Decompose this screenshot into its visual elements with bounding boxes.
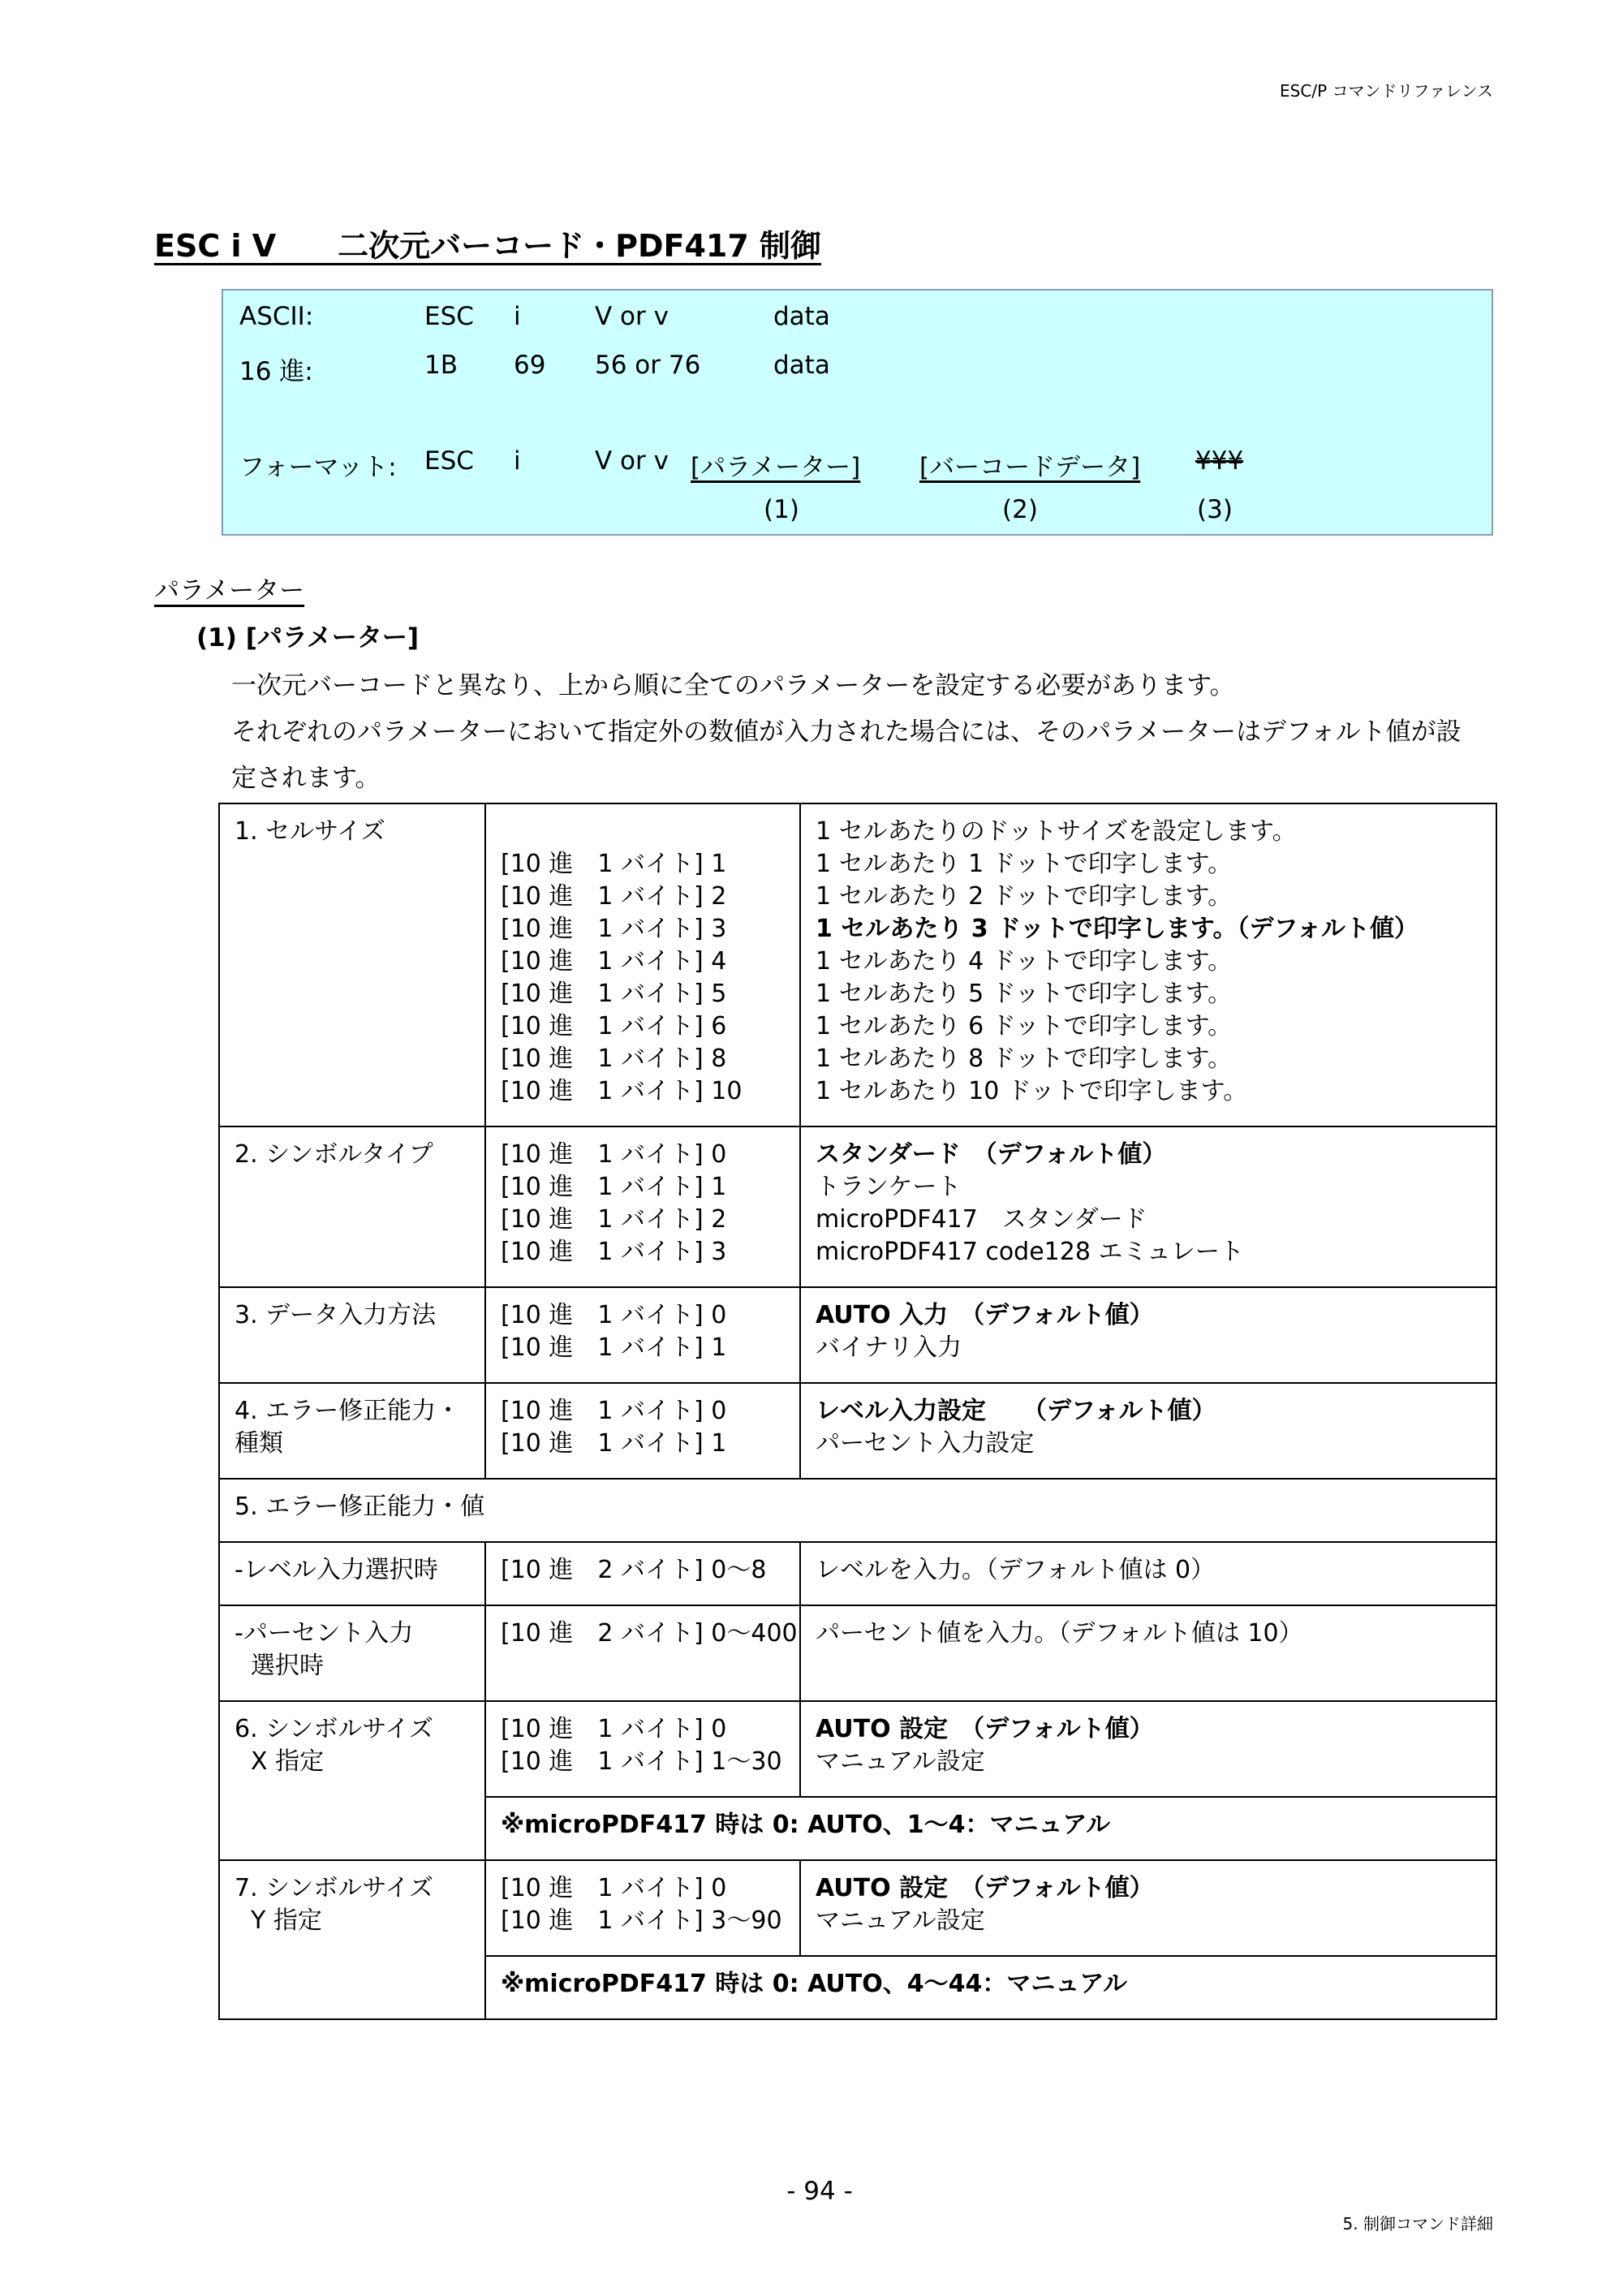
param-desc-default: スタンダード （デフォルト値） (816, 1140, 1167, 1169)
param-desc (800, 1383, 1496, 1479)
ascii-v: V or v (595, 302, 669, 331)
param-desc (800, 1126, 1496, 1287)
table-row (219, 1860, 1496, 1956)
param-value: [10 進 1 バイト] 3 (501, 1238, 727, 1266)
param-value: [10 進 1 バイト] 2 (501, 882, 727, 911)
param-note-text: ※microPDF417 時は 0: AUTO、1〜4：マニュアル (501, 1811, 1111, 1839)
command-format-box (222, 289, 1493, 536)
param-name (219, 1383, 485, 1479)
format-v: V or v (595, 446, 669, 476)
subsection-title: (1) [パラメーター] (196, 623, 420, 653)
param-desc-text: microPDF417 スタンダード (816, 1205, 1147, 1234)
param-desc-text: マニュアル設定 (816, 1747, 985, 1776)
param-desc-text: 1 セルあたり 2 ドットで印字します。 (816, 882, 1233, 911)
param-value: [10 進 1 バイト] 1 (501, 1429, 727, 1458)
param-name-text: -レベル入力選択時 (235, 1556, 438, 1584)
param-desc-text: 1 セルあたり 1 ドットで印字します。 (816, 850, 1233, 878)
format-i: i (514, 446, 521, 476)
param-desc-text: レベルを入力。（デフォルト値は 0） (816, 1556, 1216, 1584)
param-value: [10 進 1 バイト] 2 (501, 1205, 727, 1234)
param-name (219, 1542, 485, 1605)
format-num-3: (3) (1197, 495, 1233, 524)
param-value: [10 進 2 バイト] 0〜400 (501, 1619, 798, 1648)
page-title: ESC i V 二次元バーコード・PDF417 制御 (154, 228, 822, 264)
ascii-i: i (514, 302, 521, 331)
format-num-2: (2) (1002, 495, 1038, 524)
parameter-table (218, 803, 1497, 2020)
param-values (485, 1126, 800, 1287)
table-row (219, 1479, 1496, 1542)
param-value: [10 進 1 バイト] 0 (501, 1397, 727, 1425)
param-name-text: X 指定 (251, 1747, 325, 1776)
paragraph: 定されます。 (231, 764, 381, 793)
param-desc-text: 1 セルあたり 8 ドットで印字します。 (816, 1045, 1233, 1073)
param-desc (800, 1860, 1496, 1956)
param-value: [10 進 1 バイト] 1 (501, 850, 727, 878)
param-desc-text: パーセント値を入力。（デフォルト値は 10） (816, 1619, 1303, 1648)
param-name (219, 803, 485, 1126)
param-values (485, 1383, 800, 1479)
ascii-esc: ESC (424, 302, 474, 331)
param-desc (800, 1542, 1496, 1605)
param-name (219, 1701, 485, 1860)
param-name-text: 6. シンボルサイズ (235, 1715, 434, 1743)
hex-1b: 1B (424, 351, 458, 380)
param-desc-text: 1 セルあたり 4 ドットで印字します。 (816, 947, 1233, 976)
param-name-text: 2. シンボルタイプ (235, 1140, 433, 1169)
param-desc-text: バイナリ入力 (816, 1333, 962, 1362)
param-desc-text: microPDF417 code128 エミュレート (816, 1238, 1244, 1266)
param-value: [10 進 1 バイト] 0 (501, 1140, 727, 1169)
param-value: [10 進 1 バイト] 1〜30 (501, 1747, 782, 1776)
ascii-data: data (773, 302, 830, 331)
param-name-text: 5. エラー修正能力・値 (235, 1493, 485, 1521)
param-desc-text: パーセント入力設定 (816, 1429, 1035, 1458)
param-desc-default: レベル入力設定 （デフォルト値） (816, 1397, 1216, 1425)
table-row (219, 1701, 1496, 1797)
param-name-text: 種類 (235, 1429, 283, 1458)
param-desc-text: 1 セルあたり 6 ドットで印字します。 (816, 1012, 1233, 1040)
param-note-text: ※microPDF417 時は 0: AUTO、4〜44：マニュアル (501, 1970, 1128, 1998)
param-value: [10 進 1 バイト] 8 (501, 1045, 727, 1073)
param-value: [10 進 1 バイト] 6 (501, 1012, 727, 1040)
format-num-1: (1) (764, 495, 799, 524)
format-terminator: ¥¥¥ (1195, 446, 1244, 476)
hex-69: 69 (514, 351, 546, 380)
param-value: [10 進 1 バイト] 0 (501, 1874, 727, 1902)
param-desc-text: トランケート (816, 1173, 962, 1201)
param-desc-default: AUTO 設定 （デフォルト値） (816, 1715, 1154, 1743)
paragraph: それぞれのパラメーターにおいて指定外の数値が入力された場合には、そのパラメーターはデフォルト値が設 (231, 717, 1462, 747)
format-parameter: [パラメーター] (691, 453, 861, 482)
param-desc-default: AUTO 入力 （デフォルト値） (816, 1301, 1154, 1329)
format-label: フォーマット: (239, 453, 397, 482)
param-value: [10 進 1 バイト] 5 (501, 980, 727, 1008)
param-name-text: 3. データ入力方法 (235, 1301, 437, 1329)
param-desc-text: 1 セルあたり 10 ドットで印字します。 (816, 1077, 1248, 1105)
param-desc-text: 1 セルあたり 5 ドットで印字します。 (816, 980, 1233, 1008)
param-name-text: Y 指定 (251, 1906, 322, 1935)
param-value: [10 進 1 バイト] 0 (501, 1301, 727, 1329)
param-name-text: 1. セルサイズ (235, 817, 385, 846)
param-desc-default: AUTO 設定 （デフォルト値） (816, 1874, 1154, 1902)
param-name (219, 1605, 485, 1701)
param-name-text: 選択時 (251, 1652, 324, 1680)
param-note (485, 1797, 1496, 1860)
param-name (219, 1479, 1496, 1542)
param-desc-text: マニュアル設定 (816, 1906, 985, 1935)
paragraph: 一次元バーコードと異なり、上から順に全てのパラメーターを設定する必要があります。 (231, 671, 1235, 700)
param-values (485, 1701, 800, 1797)
param-desc (800, 1701, 1496, 1797)
hex-data: data (773, 351, 830, 380)
param-desc-text: 1 セルあたりのドットサイズを設定します。 (816, 817, 1297, 846)
param-values (485, 1605, 800, 1701)
param-value: [10 進 1 バイト] 4 (501, 947, 727, 976)
format-esc: ESC (424, 446, 474, 476)
param-desc (800, 1287, 1496, 1383)
param-value: [10 進 1 バイト] 10 (501, 1077, 743, 1105)
param-value: [10 進 1 バイト] 1 (501, 1333, 727, 1362)
param-name (219, 1126, 485, 1287)
param-name (219, 1860, 485, 2019)
format-barcode-data: [バーコードデータ] (919, 453, 1141, 482)
section-title: パラメーター (154, 576, 305, 605)
param-desc (800, 1605, 1496, 1701)
hex-56: 56 or 76 (595, 351, 701, 380)
param-value: [10 進 1 バイト] 1 (501, 1173, 727, 1201)
param-value: [10 進 1 バイト] 0 (501, 1715, 727, 1743)
ascii-label: ASCII: (239, 302, 314, 331)
table-row (219, 1383, 1496, 1479)
running-header: ESC/P コマンドリファレンス (1280, 81, 1493, 101)
param-value: [10 進 1 バイト] 3〜90 (501, 1906, 782, 1935)
param-values (485, 1287, 800, 1383)
table-row (219, 1605, 1496, 1701)
param-values (485, 1542, 800, 1605)
page-number: - 94 - (786, 2177, 853, 2206)
table-row (219, 1287, 1496, 1383)
param-values (485, 803, 800, 1126)
param-name (219, 1287, 485, 1383)
param-name-text: -パーセント入力 (235, 1619, 414, 1648)
param-desc (800, 803, 1496, 1126)
param-name-text: 7. シンボルサイズ (235, 1874, 434, 1902)
param-desc-default: 1 セルあたり 3 ドットで印字します。（デフォルト値） (816, 915, 1419, 943)
table-row (219, 803, 1496, 1126)
param-note (485, 1956, 1496, 2019)
running-footer: 5. 制御コマンド詳細 (1342, 2214, 1493, 2234)
param-value: [10 進 2 バイト] 0〜8 (501, 1556, 767, 1584)
table-row (219, 1126, 1496, 1287)
hex-label: 16 進: (239, 357, 313, 386)
param-value: [10 進 1 バイト] 3 (501, 915, 727, 943)
param-name-text: 4. エラー修正能力・ (235, 1397, 461, 1425)
table-row (219, 1542, 1496, 1605)
param-values (485, 1860, 800, 1956)
